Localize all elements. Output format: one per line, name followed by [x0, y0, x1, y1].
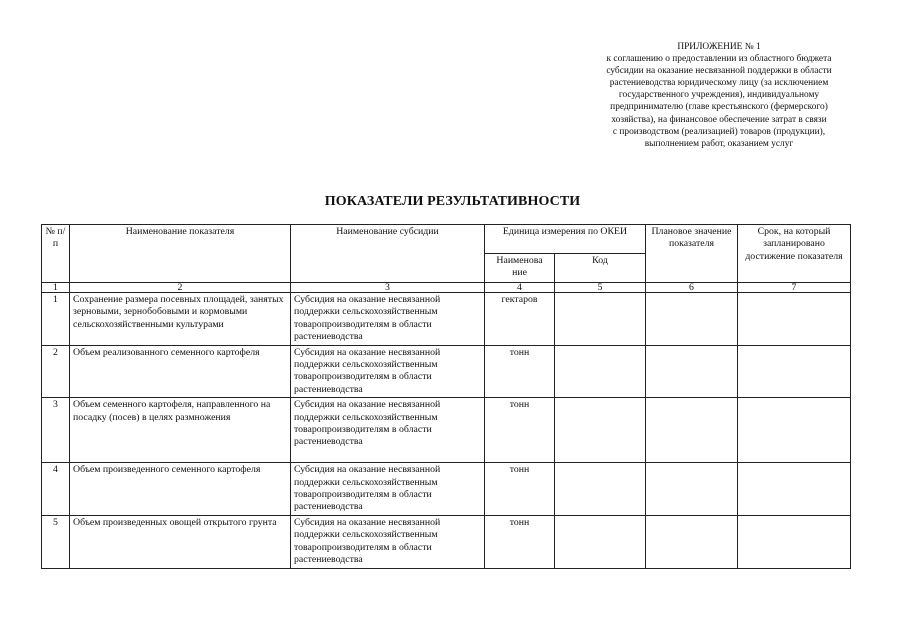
header-unit-name: Наименова ние — [485, 254, 555, 283]
row-deadline[interactable] — [738, 398, 851, 463]
appendix-line: растениеводства юридическому лицу (за исключением — [609, 78, 829, 89]
row-code[interactable] — [555, 293, 646, 346]
row-indicator: Объем семенного картофеля, направленного на посадку (посев) в целях размножения — [70, 398, 291, 463]
row-code[interactable] — [555, 398, 646, 463]
col-number: 4 — [485, 283, 555, 293]
row-deadline[interactable] — [738, 463, 851, 516]
table-row — [42, 515, 851, 568]
appendix-line: выполнением работ, оказанием услуг — [644, 138, 794, 149]
row-num: 5 — [42, 515, 70, 568]
appendix-line: субсидии на оказание несвязанной поддержки в области — [606, 66, 832, 77]
header-unit-code: Код — [555, 254, 646, 283]
row-indicator: Объем произведенных овощей открытого грунта — [70, 515, 291, 568]
appendix-line: с производством (реализацией) товаров (продукции), — [612, 126, 826, 137]
row-planned[interactable] — [646, 515, 738, 568]
appendix-line: предпринимателю (главе крестьянского (фермерского) — [610, 102, 828, 113]
header-planned: Плановое значение показателя — [646, 225, 738, 283]
row-planned[interactable] — [646, 293, 738, 346]
row-planned[interactable] — [646, 345, 738, 398]
row-unit: тонн — [485, 515, 555, 568]
row-code[interactable] — [555, 463, 646, 516]
row-subsidy: Субсидия на оказание несвязанной поддержки сельскохозяйственным товаропроизводителям в области растениеводства — [291, 293, 485, 346]
col-number: 2 — [70, 283, 291, 293]
row-unit: гектаров — [485, 293, 555, 346]
appendix-line: хозяйства), на финансовое обеспечение затрат в связи — [611, 114, 827, 125]
row-planned[interactable] — [646, 398, 738, 463]
appendix-line: ПРИЛОЖЕНИЕ № 1 — [677, 42, 761, 52]
row-deadline[interactable] — [738, 515, 851, 568]
header-deadline: Срок, на который запланировано достижение показателя — [738, 225, 851, 283]
header-indicator: Наименование показателя — [70, 225, 291, 283]
col-number: 6 — [646, 283, 738, 293]
appendix-header — [578, 41, 860, 150]
header-num: № п/п — [42, 225, 70, 283]
table-row — [42, 345, 851, 398]
row-unit: тонн — [485, 345, 555, 398]
col-number: 7 — [738, 283, 851, 293]
row-subsidy: Субсидия на оказание несвязанной поддержки сельскохозяйственным товаропроизводителям в области растениеводства — [291, 463, 485, 516]
row-subsidy: Субсидия на оказание несвязанной поддержки сельскохозяйственным товаропроизводителям в области растениеводства — [291, 345, 485, 398]
header-unit-group: Единица измерения по ОКЕИ — [485, 225, 646, 254]
row-code[interactable] — [555, 515, 646, 568]
row-subsidy: Субсидия на оказание несвязанной поддержки сельскохозяйственным товаропроизводителям в области растениеводства — [291, 398, 485, 463]
indicators-table — [41, 224, 851, 569]
col-number: 5 — [555, 283, 646, 293]
column-number-row — [42, 283, 851, 293]
row-indicator: Сохранение размера посевных площадей, занятых зерновыми, зернобобовыми и кормовыми сельскохозяйственными культурами — [70, 293, 291, 346]
row-subsidy: Субсидия на оказание несвязанной поддержки сельскохозяйственным товаропроизводителям в области растениеводства — [291, 515, 485, 568]
table-row — [42, 463, 851, 516]
col-number: 1 — [42, 283, 70, 293]
row-num: 3 — [42, 398, 70, 463]
appendix-line: государственного учреждения), индивидуальному — [618, 90, 820, 101]
header-subsidy: Наименование субсидии — [291, 225, 485, 283]
row-num: 4 — [42, 463, 70, 516]
appendix-line: к соглашению о предоставлении из областного бюджета — [606, 54, 832, 65]
header-row — [42, 225, 851, 254]
row-planned[interactable] — [646, 463, 738, 516]
table-row — [42, 398, 851, 463]
row-num: 2 — [42, 345, 70, 398]
row-code[interactable] — [555, 345, 646, 398]
page-title: ПОКАЗАТЕЛИ РЕЗУЛЬТАТИВНОСТИ — [324, 194, 581, 209]
table-row — [42, 293, 851, 346]
row-unit: тонн — [485, 463, 555, 516]
row-indicator: Объем произведенного семенного картофеля — [70, 463, 291, 516]
row-num: 1 — [42, 293, 70, 346]
row-deadline[interactable] — [738, 293, 851, 346]
row-unit: тонн — [485, 398, 555, 463]
row-indicator: Объем реализованного семенного картофеля — [70, 345, 291, 398]
row-deadline[interactable] — [738, 345, 851, 398]
col-number: 3 — [291, 283, 485, 293]
